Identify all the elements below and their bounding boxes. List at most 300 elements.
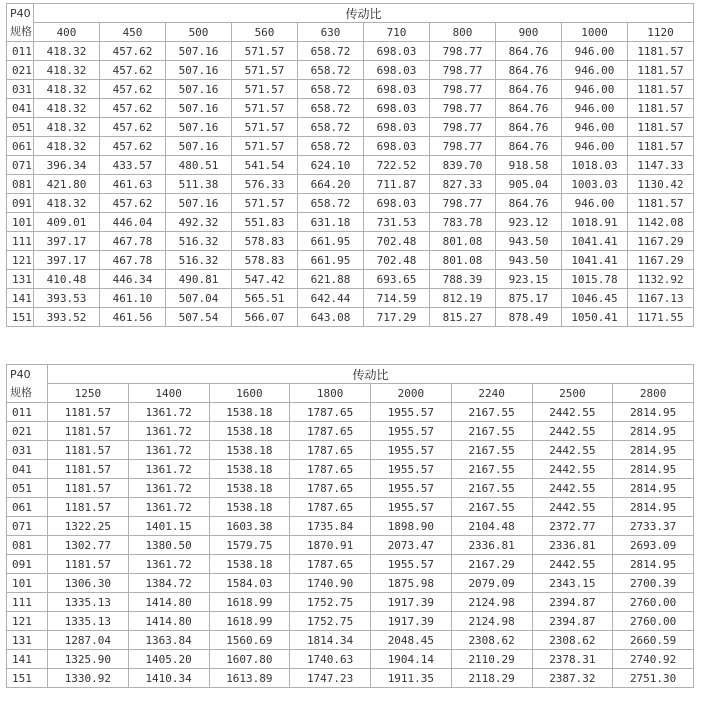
- price-cell: 1181.57: [628, 42, 693, 60]
- price-cell: 576.33: [232, 175, 297, 193]
- price-cell: 946.00: [562, 42, 627, 60]
- spec-label: 规格: [10, 24, 32, 38]
- price-cell: 578.83: [232, 232, 297, 250]
- price-cell: 516.32: [166, 232, 231, 250]
- price-cell: 798.77: [430, 194, 495, 212]
- price-cell: 1167.29: [628, 232, 693, 250]
- price-cell: 864.76: [496, 99, 561, 117]
- price-cell: 571.57: [232, 118, 297, 136]
- price-cell: 1181.57: [628, 118, 693, 136]
- price-cell: 457.62: [100, 61, 165, 79]
- price-cell: 507.04: [166, 289, 231, 307]
- price-table-1: [6, 3, 694, 327]
- price-cell: 801.08: [430, 251, 495, 269]
- table-header-row: [7, 365, 693, 383]
- ratio-cell: 560: [232, 23, 297, 41]
- price-cell: 1181.57: [48, 460, 128, 478]
- price-cell: 642.44: [298, 289, 363, 307]
- price-cell: 2336.81: [452, 536, 532, 554]
- price-cell: 516.32: [166, 251, 231, 269]
- price-cell: 1405.20: [129, 650, 209, 668]
- price-cell: 1752.75: [290, 612, 370, 630]
- price-cell: 1735.84: [290, 517, 370, 535]
- price-cell: 1560.69: [210, 631, 290, 649]
- price-cell: 658.72: [298, 61, 363, 79]
- price-cell: 2372.77: [533, 517, 613, 535]
- price-cell: 943.50: [496, 232, 561, 250]
- price-cell: 1046.45: [562, 289, 627, 307]
- price-cell: 711.87: [364, 175, 429, 193]
- price-cell: 396.34: [34, 156, 99, 174]
- price-cell: 1870.91: [290, 536, 370, 554]
- price-cell: 1955.57: [371, 498, 451, 516]
- spec-code-cell: 111: [7, 593, 47, 611]
- table-row: [7, 308, 693, 326]
- ratio-cell: 2800: [613, 384, 693, 402]
- price-cell: 1302.77: [48, 536, 128, 554]
- price-cell: 1584.03: [210, 574, 290, 592]
- price-cell: 812.19: [430, 289, 495, 307]
- table-row: [7, 422, 693, 440]
- spec-code-cell: 131: [7, 631, 47, 649]
- price-cell: 2693.09: [613, 536, 693, 554]
- price-cell: 492.32: [166, 213, 231, 231]
- price-cell: 698.03: [364, 99, 429, 117]
- price-cell: 702.48: [364, 251, 429, 269]
- price-cell: 571.57: [232, 80, 297, 98]
- price-cell: 631.18: [298, 213, 363, 231]
- spec-code-cell: 121: [7, 251, 33, 269]
- price-cell: 397.17: [34, 232, 99, 250]
- spec-label: 规格: [10, 385, 32, 399]
- price-cell: 946.00: [562, 194, 627, 212]
- price-cell: 2378.31: [533, 650, 613, 668]
- table-row: [7, 669, 693, 687]
- spec-code-cell: 121: [7, 612, 47, 630]
- price-cell: 923.15: [496, 270, 561, 288]
- price-cell: 864.76: [496, 42, 561, 60]
- price-cell: 788.39: [430, 270, 495, 288]
- price-cell: 566.07: [232, 308, 297, 326]
- price-cell: 1018.91: [562, 213, 627, 231]
- price-cell: 490.81: [166, 270, 231, 288]
- price-cell: 2814.95: [613, 479, 693, 497]
- price-cell: 1607.80: [210, 650, 290, 668]
- price-cell: 1740.90: [290, 574, 370, 592]
- spec-code-cell: 141: [7, 650, 47, 668]
- price-cell: 1618.99: [210, 593, 290, 611]
- price-cell: 461.10: [100, 289, 165, 307]
- ratio-cell: 630: [298, 23, 363, 41]
- price-cell: 1171.55: [628, 308, 693, 326]
- table-row: [7, 498, 693, 516]
- price-cell: 658.72: [298, 137, 363, 155]
- table-row: [7, 61, 693, 79]
- price-cell: 410.48: [34, 270, 99, 288]
- price-cell: 2167.55: [452, 403, 532, 421]
- price-cell: 2700.39: [613, 574, 693, 592]
- price-cell: 511.38: [166, 175, 231, 193]
- price-cell: 1618.99: [210, 612, 290, 630]
- ratio-cell: 1400: [129, 384, 209, 402]
- price-cell: 1167.29: [628, 251, 693, 269]
- price-cell: 2104.48: [452, 517, 532, 535]
- price-cell: 946.00: [562, 99, 627, 117]
- spec-code-cell: 041: [7, 460, 47, 478]
- ratio-cell: 1250: [48, 384, 128, 402]
- table-corner-cell: [7, 365, 47, 402]
- price-cell: 1538.18: [210, 441, 290, 459]
- price-cell: 1613.89: [210, 669, 290, 687]
- price-cell: 1181.57: [48, 498, 128, 516]
- ratio-cell: 900: [496, 23, 561, 41]
- price-cell: 2394.87: [533, 593, 613, 611]
- table-row: [7, 232, 693, 250]
- price-cell: 1167.13: [628, 289, 693, 307]
- price-cell: 457.62: [100, 42, 165, 60]
- price-cell: 1747.23: [290, 669, 370, 687]
- price-cell: 1041.41: [562, 251, 627, 269]
- price-cell: 1181.57: [48, 422, 128, 440]
- ratio-cell: 2500: [533, 384, 613, 402]
- spec-code-cell: 051: [7, 118, 33, 136]
- price-cell: 1414.80: [129, 593, 209, 611]
- price-cell: 2167.55: [452, 422, 532, 440]
- price-cell: 1181.57: [628, 137, 693, 155]
- table-row: [7, 213, 693, 231]
- table-row: [7, 270, 693, 288]
- ratio-cell: 710: [364, 23, 429, 41]
- price-cell: 1579.75: [210, 536, 290, 554]
- price-cell: 418.32: [34, 118, 99, 136]
- price-cell: 1787.65: [290, 555, 370, 573]
- price-cell: 565.51: [232, 289, 297, 307]
- price-cell: 2442.55: [533, 555, 613, 573]
- price-cell: 571.57: [232, 99, 297, 117]
- price-cell: 1955.57: [371, 555, 451, 573]
- price-cell: 2167.55: [452, 498, 532, 516]
- price-cell: 507.16: [166, 118, 231, 136]
- price-cell: 2814.95: [613, 460, 693, 478]
- price-cell: 1911.35: [371, 669, 451, 687]
- price-cell: 2048.45: [371, 631, 451, 649]
- spec-code-cell: 031: [7, 80, 33, 98]
- table-row: [7, 137, 693, 155]
- price-cell: 1380.50: [129, 536, 209, 554]
- spec-code-cell: 061: [7, 137, 33, 155]
- price-cell: 418.32: [34, 137, 99, 155]
- price-cell: 1875.98: [371, 574, 451, 592]
- price-cell: 658.72: [298, 99, 363, 117]
- spec-code-cell: 021: [7, 422, 47, 440]
- table-row: [7, 517, 693, 535]
- price-cell: 1330.92: [48, 669, 128, 687]
- price-cell: 457.62: [100, 118, 165, 136]
- price-cell: 864.76: [496, 118, 561, 136]
- table-header-row: [7, 4, 693, 22]
- price-cell: 815.27: [430, 308, 495, 326]
- ratio-cell: 500: [166, 23, 231, 41]
- price-cell: 864.76: [496, 80, 561, 98]
- spec-code-cell: 011: [7, 42, 33, 60]
- ratio-header: 传动比: [48, 365, 693, 383]
- price-cell: 1050.41: [562, 308, 627, 326]
- price-cell: 507.16: [166, 137, 231, 155]
- price-cell: 864.76: [496, 137, 561, 155]
- price-cell: 1287.04: [48, 631, 128, 649]
- price-cell: 393.53: [34, 289, 99, 307]
- table-row: [7, 156, 693, 174]
- table-row: [7, 403, 693, 421]
- price-cell: 1335.13: [48, 593, 128, 611]
- price-cell: 571.57: [232, 42, 297, 60]
- price-cell: 2814.95: [613, 498, 693, 516]
- price-cell: 717.29: [364, 308, 429, 326]
- ratio-cell: 1800: [290, 384, 370, 402]
- price-cell: 624.10: [298, 156, 363, 174]
- price-cell: 457.62: [100, 99, 165, 117]
- price-cell: 1955.57: [371, 422, 451, 440]
- price-cell: 1955.57: [371, 479, 451, 497]
- price-cell: 1181.57: [48, 441, 128, 459]
- price-cell: 798.77: [430, 42, 495, 60]
- spec-code-cell: 101: [7, 574, 47, 592]
- price-cell: 1538.18: [210, 555, 290, 573]
- price-cell: 507.54: [166, 308, 231, 326]
- price-cell: 798.77: [430, 137, 495, 155]
- table-row: [7, 441, 693, 459]
- price-cell: 1142.08: [628, 213, 693, 231]
- price-cell: 1181.57: [628, 194, 693, 212]
- price-cell: 864.76: [496, 61, 561, 79]
- price-cell: 1787.65: [290, 498, 370, 516]
- price-cell: 2124.98: [452, 612, 532, 630]
- spec-code-cell: 111: [7, 232, 33, 250]
- price-cell: 1361.72: [129, 498, 209, 516]
- price-cell: 658.72: [298, 194, 363, 212]
- price-cell: 457.62: [100, 194, 165, 212]
- price-cell: 2124.98: [452, 593, 532, 611]
- price-cell: 783.78: [430, 213, 495, 231]
- price-cell: 946.00: [562, 80, 627, 98]
- ratio-cell: 800: [430, 23, 495, 41]
- ratio-row: [7, 384, 693, 402]
- price-cell: 457.62: [100, 80, 165, 98]
- price-cell: 946.00: [562, 61, 627, 79]
- price-cell: 621.88: [298, 270, 363, 288]
- price-cell: 397.17: [34, 251, 99, 269]
- price-cell: 446.34: [100, 270, 165, 288]
- price-cell: 798.77: [430, 80, 495, 98]
- price-cell: 578.83: [232, 251, 297, 269]
- price-cell: 1181.57: [628, 80, 693, 98]
- price-cell: 393.52: [34, 308, 99, 326]
- table-row: [7, 479, 693, 497]
- table-row: [7, 574, 693, 592]
- price-cell: 507.16: [166, 61, 231, 79]
- price-cell: 2110.29: [452, 650, 532, 668]
- price-cell: 1041.41: [562, 232, 627, 250]
- price-cell: 480.51: [166, 156, 231, 174]
- ratio-cell: 400: [34, 23, 99, 41]
- price-cell: 1787.65: [290, 441, 370, 459]
- price-cell: 1814.34: [290, 631, 370, 649]
- price-cell: 946.00: [562, 137, 627, 155]
- spec-code-cell: 101: [7, 213, 33, 231]
- ratio-header: 传动比: [34, 4, 693, 22]
- price-cell: 2394.87: [533, 612, 613, 630]
- price-cell: 1787.65: [290, 403, 370, 421]
- price-cell: 698.03: [364, 194, 429, 212]
- price-cell: 409.01: [34, 213, 99, 231]
- price-cell: 798.77: [430, 118, 495, 136]
- price-cell: 1898.90: [371, 517, 451, 535]
- price-cell: 2167.55: [452, 460, 532, 478]
- price-cell: 467.78: [100, 232, 165, 250]
- price-table-2: [6, 364, 694, 688]
- price-cell: 2336.81: [533, 536, 613, 554]
- price-cell: 418.32: [34, 194, 99, 212]
- price-cell: 875.17: [496, 289, 561, 307]
- spec-code-cell: 141: [7, 289, 33, 307]
- price-cell: 2073.47: [371, 536, 451, 554]
- price-cell: 864.76: [496, 194, 561, 212]
- ratio-cell: 1600: [210, 384, 290, 402]
- price-cell: 2740.92: [613, 650, 693, 668]
- price-cell: 2343.15: [533, 574, 613, 592]
- price-cell: 571.57: [232, 137, 297, 155]
- price-cell: 418.32: [34, 80, 99, 98]
- table-row: [7, 175, 693, 193]
- price-cell: 2167.55: [452, 441, 532, 459]
- spec-code-cell: 051: [7, 479, 47, 497]
- table-row: [7, 536, 693, 554]
- price-cell: 2387.32: [533, 669, 613, 687]
- price-cell: 714.59: [364, 289, 429, 307]
- spec-code-cell: 061: [7, 498, 47, 516]
- table-row: [7, 251, 693, 269]
- price-cell: 801.08: [430, 232, 495, 250]
- table-row: [7, 460, 693, 478]
- price-cell: 2814.95: [613, 555, 693, 573]
- price-cell: 461.56: [100, 308, 165, 326]
- price-cell: 461.63: [100, 175, 165, 193]
- price-cell: 467.78: [100, 251, 165, 269]
- price-cell: 1361.72: [129, 441, 209, 459]
- price-cell: 943.50: [496, 251, 561, 269]
- spec-code-cell: 091: [7, 555, 47, 573]
- price-cell: 1955.57: [371, 403, 451, 421]
- table-row: [7, 631, 693, 649]
- price-cell: 2751.30: [613, 669, 693, 687]
- price-cell: 507.16: [166, 99, 231, 117]
- price-cell: 1538.18: [210, 422, 290, 440]
- ratio-cell: 2240: [452, 384, 532, 402]
- price-cell: 643.08: [298, 308, 363, 326]
- spec-code-cell: 131: [7, 270, 33, 288]
- price-cell: 1181.57: [48, 479, 128, 497]
- price-cell: 1361.72: [129, 555, 209, 573]
- spec-code-cell: 041: [7, 99, 33, 117]
- price-cell: 923.12: [496, 213, 561, 231]
- spec-code-cell: 151: [7, 669, 47, 687]
- price-cell: 664.20: [298, 175, 363, 193]
- price-cell: 1538.18: [210, 403, 290, 421]
- price-cell: 1787.65: [290, 479, 370, 497]
- price-cell: 1538.18: [210, 479, 290, 497]
- price-cell: 1917.39: [371, 612, 451, 630]
- spec-code-cell: 091: [7, 194, 33, 212]
- price-cell: 1306.30: [48, 574, 128, 592]
- table-row: [7, 80, 693, 98]
- price-cell: 1361.72: [129, 460, 209, 478]
- price-cell: 693.65: [364, 270, 429, 288]
- price-cell: 905.04: [496, 175, 561, 193]
- price-table-2-container: [6, 364, 694, 688]
- price-cell: 1904.14: [371, 650, 451, 668]
- price-cell: 1018.03: [562, 156, 627, 174]
- spec-code-cell: 071: [7, 517, 47, 535]
- price-cell: 1361.72: [129, 403, 209, 421]
- table-row: [7, 555, 693, 573]
- price-cell: 1181.57: [48, 403, 128, 421]
- price-cell: 1361.72: [129, 479, 209, 497]
- spec-code-cell: 011: [7, 403, 47, 421]
- price-cell: 1752.75: [290, 593, 370, 611]
- price-cell: 839.70: [430, 156, 495, 174]
- price-cell: 571.57: [232, 61, 297, 79]
- price-cell: 1787.65: [290, 422, 370, 440]
- price-cell: 722.52: [364, 156, 429, 174]
- price-cell: 2814.95: [613, 403, 693, 421]
- price-cell: 1181.57: [628, 61, 693, 79]
- price-cell: 2308.62: [452, 631, 532, 649]
- price-cell: 1130.42: [628, 175, 693, 193]
- price-cell: 1401.15: [129, 517, 209, 535]
- price-cell: 1181.57: [48, 555, 128, 573]
- price-cell: 551.83: [232, 213, 297, 231]
- price-cell: 507.16: [166, 80, 231, 98]
- spec-code-cell: 081: [7, 175, 33, 193]
- price-cell: 446.04: [100, 213, 165, 231]
- price-cell: 1740.63: [290, 650, 370, 668]
- price-cell: 1335.13: [48, 612, 128, 630]
- price-cell: 698.03: [364, 118, 429, 136]
- ratio-cell: 450: [100, 23, 165, 41]
- price-cell: 2442.55: [533, 441, 613, 459]
- price-cell: 798.77: [430, 99, 495, 117]
- price-cell: 418.32: [34, 99, 99, 117]
- price-cell: 702.48: [364, 232, 429, 250]
- price-cell: 1147.33: [628, 156, 693, 174]
- price-cell: 2118.29: [452, 669, 532, 687]
- price-cell: 1384.72: [129, 574, 209, 592]
- price-cell: 1325.90: [48, 650, 128, 668]
- price-cell: 421.80: [34, 175, 99, 193]
- price-cell: 507.16: [166, 42, 231, 60]
- price-cell: 1917.39: [371, 593, 451, 611]
- price-cell: 433.57: [100, 156, 165, 174]
- table-row: [7, 118, 693, 136]
- spec-code-cell: 071: [7, 156, 33, 174]
- price-cell: 2442.55: [533, 479, 613, 497]
- table-row: [7, 289, 693, 307]
- price-cell: 1955.57: [371, 441, 451, 459]
- price-cell: 1181.57: [628, 99, 693, 117]
- spec-code-cell: 151: [7, 308, 33, 326]
- ratio-cell: 1120: [628, 23, 693, 41]
- price-table-1-container: [6, 3, 694, 327]
